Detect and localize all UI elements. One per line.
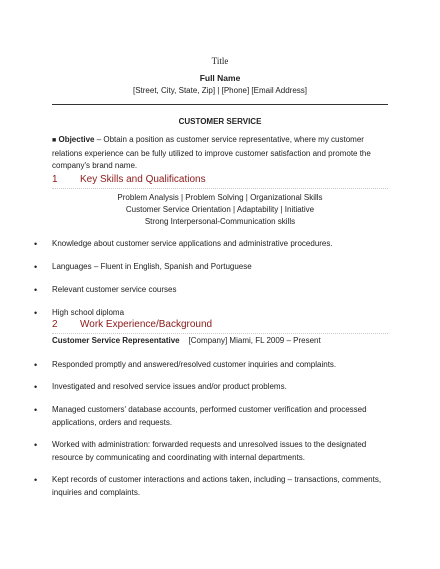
section-key-skills (52, 174, 388, 189)
list-item-text: Languages – Fluent in English, Spanish and Portuguese (52, 262, 252, 271)
section-number: 2 (52, 319, 58, 330)
bullet-icon: • (34, 285, 38, 295)
objective-text: – Obtain a position as customer service representative, where my customer relations experience can be fully utilized to improve customer satisfaction and promote the company's brand name. (52, 135, 371, 170)
skills-line: Strong Interpersonal-Communication skills (144, 217, 296, 226)
section-label: Key Skills and Qualifications (80, 174, 206, 185)
job-details: [Company] Miami, FL 2009 – Present (188, 336, 321, 345)
list-item-text: Responded promptly and answered/resolved customer inquiries and complaints. (52, 360, 337, 369)
section-number: 1 (52, 174, 58, 185)
list-item-text: Managed customers' database accounts, performed customer verification and processed applications, orders and requests. (52, 405, 367, 427)
section-label: Work Experience/Background (80, 319, 213, 330)
section-heading: CUSTOMER SERVICE (178, 117, 262, 126)
list-item-text: Investigated and resolved service issues and/or product problems. (52, 382, 287, 391)
bullet-icon: • (34, 262, 38, 272)
bullet-icon: • (34, 440, 38, 450)
skills-line: Customer Service Orientation | Adaptability | Initiative (125, 205, 315, 214)
list-item-text: Knowledge about customer service applications and administrative procedures. (52, 239, 333, 248)
list-item-text: High school diploma (52, 308, 125, 317)
header-divider (52, 104, 388, 105)
list-item-text: Kept records of customer interactions and actions taken, including – transactions, comments, inquiries and complaints. (52, 475, 382, 497)
section-work-experience (52, 319, 388, 334)
contact-line: [Street, City, State, Zip] | [Phone] [Email Address] (132, 86, 307, 95)
bullet-icon: • (34, 405, 38, 415)
document-title: Title (211, 56, 229, 66)
bullet-icon: • (34, 360, 38, 370)
bullet-icon: • (34, 382, 38, 392)
list-item-text: Worked with administration: forwarded requests and unresolved issues to the designated resource by communicating and coordinating with internal departments. (52, 440, 367, 462)
job-header (52, 336, 321, 345)
objective-paragraph (52, 134, 388, 173)
skills-line: Problem Analysis | Problem Solving | Organizational Skills (117, 193, 323, 202)
list-item-text: Relevant customer service courses (52, 285, 177, 294)
bullet-icon: • (34, 239, 38, 249)
full-name: Full Name (199, 73, 241, 83)
square-bullet-icon: ■ (52, 137, 57, 144)
bullet-icon: • (34, 308, 38, 318)
objective-label: Objective (58, 135, 95, 144)
job-title: Customer Service Representative (52, 336, 180, 345)
bullet-icon: • (34, 475, 38, 485)
